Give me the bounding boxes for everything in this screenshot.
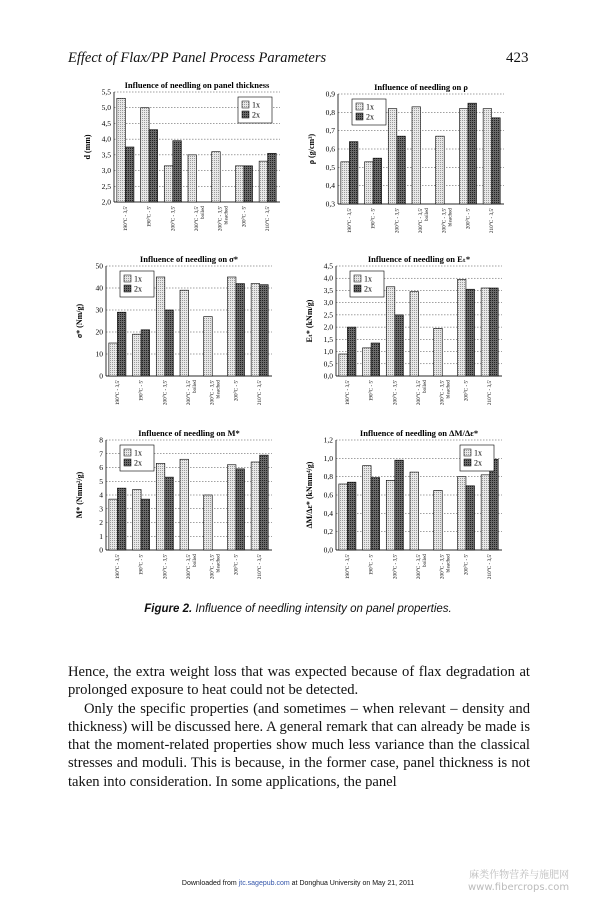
- bar-2x: [149, 130, 158, 202]
- y-tick-label: 2,0: [323, 322, 333, 332]
- y-tick-label: 0: [99, 545, 103, 555]
- bar-2x: [347, 327, 356, 376]
- x-tick-label: 190°C - 5': [368, 554, 375, 576]
- x-tick-label: 200°C - 5': [463, 554, 470, 576]
- y-tick-label: 5,0: [101, 103, 111, 113]
- legend-label: 2x: [366, 112, 374, 122]
- bar-1x: [365, 162, 374, 204]
- x-tick-label: 200°C - 3,5': [439, 554, 446, 580]
- x-tick-label: bleached: [215, 380, 222, 399]
- legend-swatch: [356, 113, 363, 120]
- bar-1x: [363, 348, 372, 376]
- y-tick-label: 1,5: [323, 334, 333, 344]
- legend-label: 2x: [134, 458, 142, 468]
- bar-1x: [436, 136, 445, 204]
- y-tick-label: 10: [95, 349, 103, 359]
- x-tick-label: boiled: [422, 380, 428, 393]
- bar-2x: [244, 166, 253, 202]
- y-tick-label: 3,5: [323, 285, 333, 295]
- y-tick-label: 1,2: [323, 435, 333, 445]
- legend-label: 2x: [252, 110, 260, 120]
- paragraph-2: Only the specific properties (and sometimes – when relevant – density and thickness) will be discussed here. A general remark that can already be made is that the moment-related properties show much less variance than the classical stresses and moduli. This is because, in the former case, panel thickness is not taken into consideration. In some applications, the panel: [68, 700, 530, 790]
- x-tick-label: 200°C - 3,5': [439, 380, 446, 406]
- bar-1x: [109, 343, 118, 376]
- watermark-line-2: www.fibercrops.com: [468, 882, 570, 893]
- bar-2x: [373, 158, 382, 204]
- x-tick-label: bleached: [445, 554, 452, 573]
- y-tick-label: 0,5: [323, 359, 333, 369]
- legend-swatch: [124, 449, 131, 456]
- y-axis-label: ΔM/Δε* (kNmm⁴/g): [305, 461, 314, 529]
- x-tick-label: 190°C - 5': [138, 380, 145, 402]
- legend-swatch: [242, 111, 249, 118]
- bar-1x: [259, 161, 268, 202]
- legend-swatch: [354, 275, 361, 282]
- bar-2x: [466, 486, 475, 550]
- y-tick-label: 0: [99, 371, 103, 381]
- x-tick-label: 200°C - 3,5': [392, 380, 399, 406]
- y-tick-label: 4,5: [101, 118, 111, 128]
- bar-2x: [117, 488, 126, 550]
- y-tick-label: 0,0: [323, 545, 333, 555]
- y-tick-label: 0,5: [325, 162, 335, 172]
- bar-1x: [133, 334, 142, 376]
- bar-1x: [410, 292, 419, 376]
- chart-modulus: [302, 252, 512, 425]
- x-tick-label: 210°C - 3,5': [257, 380, 264, 406]
- bar-1x: [339, 484, 348, 550]
- footer-prefix: Downloaded from: [181, 880, 237, 887]
- y-tick-label: 4,0: [323, 273, 333, 283]
- y-tick-label: 0,0: [323, 371, 333, 381]
- x-tick-label: boiled: [422, 554, 428, 567]
- bar-1x: [227, 277, 236, 376]
- x-tick-label: 200°C - 3,5': [392, 554, 399, 580]
- bar-1x: [235, 166, 244, 202]
- bar-1x: [412, 107, 421, 204]
- bar-2x: [397, 136, 406, 204]
- bar-1x: [180, 459, 189, 550]
- bar-2x: [173, 141, 182, 202]
- figure-caption: [0, 603, 596, 615]
- y-tick-label: 2,0: [101, 197, 111, 207]
- bar-1x: [483, 109, 492, 204]
- bar-2x: [371, 343, 380, 376]
- bar-1x: [386, 287, 395, 376]
- bar-1x: [457, 279, 466, 376]
- chart-svg: [80, 78, 290, 246]
- chart-moment-slope: [302, 426, 512, 599]
- bar-1x: [386, 480, 395, 550]
- x-tick-label: 190°C - 5': [370, 208, 377, 230]
- x-tick-label: 190°C - 3,5': [114, 380, 121, 406]
- x-tick-label: bleached: [447, 208, 454, 227]
- paragraph-1: Hence, the extra weight loss that was expected because of flax degradation at prolonged exposure to heat could not be detected.: [68, 664, 530, 699]
- y-axis-label: ρ (g/cm³): [307, 133, 316, 165]
- bar-1x: [434, 328, 443, 376]
- y-tick-label: 3: [99, 504, 103, 514]
- bar-2x: [117, 312, 126, 376]
- legend-swatch: [124, 285, 131, 292]
- x-tick-label: 190°C - 3,5': [344, 554, 351, 580]
- bar-2x: [349, 142, 358, 204]
- bar-2x: [165, 310, 174, 376]
- legend-swatch: [354, 285, 361, 292]
- bar-1x: [117, 98, 126, 202]
- bar-1x: [481, 288, 490, 376]
- bar-2x: [371, 478, 380, 550]
- chart-density: [304, 80, 514, 253]
- legend-label: 1x: [134, 274, 142, 284]
- x-tick-label: 200°C - 3,5': [416, 380, 422, 406]
- bar-1x: [109, 499, 118, 550]
- y-tick-label: 50: [95, 261, 103, 271]
- bar-2x: [236, 469, 245, 550]
- y-tick-label: 0,4: [325, 181, 335, 191]
- bar-2x: [492, 118, 501, 204]
- legend-label: 2x: [474, 458, 482, 468]
- bar-2x: [395, 315, 404, 376]
- y-tick-label: 1,0: [323, 347, 333, 357]
- x-tick-label: 210°C - 3,5': [265, 206, 272, 232]
- legend-label: 1x: [366, 102, 374, 112]
- y-tick-label: 1: [99, 531, 103, 541]
- y-axis-label: d (mm): [83, 134, 92, 160]
- x-tick-label: boiled: [192, 380, 198, 393]
- x-tick-label: 200°C - 5': [233, 554, 240, 576]
- bar-2x: [395, 460, 404, 550]
- bar-2x: [466, 289, 475, 376]
- bar-1x: [156, 463, 165, 550]
- x-tick-label: 190°C - 5': [146, 206, 153, 228]
- bar-2x: [490, 459, 499, 550]
- y-tick-label: 0,6: [325, 144, 335, 154]
- bar-2x: [141, 499, 150, 550]
- x-tick-label: bleached: [445, 380, 452, 399]
- legend-label: 1x: [364, 274, 372, 284]
- bar-2x: [236, 284, 245, 376]
- x-tick-label: 210°C - 3,5': [489, 208, 496, 234]
- x-tick-label: bleached: [215, 554, 222, 573]
- chart-moment: [72, 426, 282, 599]
- x-tick-label: 200°C - 5': [233, 380, 240, 402]
- bar-1x: [251, 462, 260, 550]
- watermark-line-1: 麻类作物营养与施肥网: [469, 870, 570, 881]
- footer-link[interactable]: jtc.sagepub.com: [238, 880, 290, 887]
- y-axis-label: σ* (Nm/g): [75, 303, 84, 339]
- bar-1x: [204, 495, 213, 550]
- bar-1x: [459, 109, 468, 204]
- x-tick-label: 200°C - 3,5': [416, 554, 422, 580]
- x-tick-label: 200°C - 3,5': [194, 206, 200, 232]
- y-tick-label: 4: [99, 490, 103, 500]
- x-tick-label: 200°C - 5': [241, 206, 248, 228]
- y-axis-label: M* (Nmm²/g): [75, 471, 84, 519]
- bar-1x: [188, 155, 197, 202]
- y-tick-label: 0,7: [325, 126, 335, 136]
- x-tick-label: bleached: [223, 206, 230, 225]
- x-tick-label: boiled: [192, 554, 198, 567]
- y-tick-label: 1,0: [323, 453, 333, 463]
- bar-2x: [260, 285, 269, 376]
- x-tick-label: 200°C - 3,5': [186, 554, 192, 580]
- legend-label: 1x: [252, 100, 260, 110]
- y-tick-label: 5,5: [101, 87, 111, 97]
- x-tick-label: 210°C - 3,5': [487, 380, 494, 406]
- legend-swatch: [356, 103, 363, 110]
- chart-title: Influence of needling on ρ: [374, 82, 468, 92]
- page-number: 423: [506, 50, 529, 66]
- bar-2x: [468, 103, 477, 204]
- x-tick-label: 200°C - 3,5': [217, 206, 224, 232]
- bar-1x: [164, 166, 173, 202]
- y-tick-label: 0,4: [323, 508, 333, 518]
- chart-svg: [72, 252, 282, 420]
- y-tick-label: 3,5: [101, 150, 111, 160]
- bar-1x: [180, 290, 189, 376]
- legend-label: 2x: [364, 284, 372, 294]
- bar-2x: [490, 288, 499, 376]
- y-tick-label: 5: [99, 476, 103, 486]
- bar-1x: [388, 109, 397, 204]
- x-tick-label: 200°C - 5': [463, 380, 470, 402]
- bar-2x: [268, 153, 277, 202]
- bar-1x: [227, 465, 236, 550]
- bar-1x: [410, 472, 419, 550]
- x-tick-label: boiled: [424, 208, 430, 221]
- chart-thickness: [80, 78, 290, 251]
- bar-1x: [251, 284, 260, 376]
- bar-1x: [341, 162, 350, 204]
- x-tick-label: 200°C - 3,5': [186, 380, 192, 406]
- y-tick-label: 0,3: [325, 199, 335, 209]
- y-tick-label: 30: [95, 305, 103, 315]
- x-tick-label: 200°C - 5': [465, 208, 472, 230]
- chart-svg: [72, 426, 282, 594]
- y-tick-label: 0,2: [323, 527, 333, 537]
- y-tick-label: 0,8: [323, 472, 333, 482]
- y-tick-label: 3,0: [323, 298, 333, 308]
- figure-caption-text: Influence of needling intensity on panel properties.: [195, 603, 452, 615]
- legend-swatch: [124, 459, 131, 466]
- x-tick-label: 190°C - 5': [138, 554, 145, 576]
- x-tick-label: 200°C - 3,5': [170, 206, 177, 232]
- legend-swatch: [124, 275, 131, 282]
- footer-suffix: at Donghua University on May 21, 2011: [291, 880, 415, 887]
- x-tick-label: 190°C - 3,5': [346, 208, 353, 234]
- figure-caption-label: Figure 2.: [144, 603, 193, 615]
- chart-svg: [304, 80, 514, 248]
- bar-1x: [204, 317, 213, 376]
- x-tick-label: 200°C - 3,5': [418, 208, 424, 234]
- x-tick-label: 200°C - 3,5': [441, 208, 448, 234]
- x-tick-label: 200°C - 3,5': [162, 380, 169, 406]
- x-tick-label: boiled: [200, 206, 206, 219]
- y-tick-label: 2,5: [323, 310, 333, 320]
- running-head: Effect of Flax/PP Panel Process Parameters: [68, 50, 327, 66]
- y-axis-label: Eₜ* (kNm/g): [305, 299, 314, 343]
- x-tick-label: 200°C - 3,5': [162, 554, 169, 580]
- bar-1x: [434, 490, 443, 550]
- bar-1x: [363, 466, 372, 550]
- bar-1x: [339, 354, 348, 376]
- y-tick-label: 7: [99, 449, 103, 459]
- y-tick-label: 2: [99, 518, 103, 527]
- legend-label: 1x: [474, 448, 482, 458]
- x-tick-label: 200°C - 3,5': [209, 554, 216, 580]
- chart-title: Influence of needling on ΔM/Δε*: [359, 428, 479, 438]
- chart-svg: [302, 426, 512, 594]
- bar-2x: [141, 330, 150, 376]
- x-tick-label: 190°C - 5': [368, 380, 375, 402]
- x-tick-label: 210°C - 3,5': [487, 554, 494, 580]
- bar-2x: [260, 455, 269, 550]
- y-tick-label: 8: [99, 435, 103, 445]
- y-tick-label: 20: [95, 327, 103, 337]
- watermark: [468, 870, 569, 894]
- legend-label: 1x: [134, 448, 142, 458]
- legend-swatch: [242, 101, 249, 108]
- bar-1x: [212, 152, 221, 202]
- bar-1x: [457, 477, 466, 550]
- chart-strength: [72, 252, 282, 425]
- chart-title: Influence of needling on panel thickness: [124, 80, 270, 90]
- y-tick-label: 0,8: [325, 107, 335, 117]
- y-tick-label: 4,0: [101, 134, 111, 144]
- y-tick-label: 4,5: [323, 261, 333, 271]
- x-tick-label: 190°C - 3,5': [114, 554, 121, 580]
- x-tick-label: 190°C - 3,5': [122, 206, 129, 232]
- legend-label: 2x: [134, 284, 142, 294]
- x-tick-label: 200°C - 3,5': [209, 380, 216, 406]
- bar-1x: [156, 277, 165, 376]
- chart-title: Influence of needling on M*: [138, 428, 240, 438]
- bar-2x: [347, 482, 356, 550]
- y-tick-label: 40: [95, 283, 103, 293]
- bar-1x: [133, 490, 142, 551]
- y-tick-label: 3,0: [101, 166, 111, 176]
- y-tick-label: 0,6: [323, 490, 333, 500]
- y-tick-label: 0,9: [325, 89, 335, 99]
- bar-2x: [165, 477, 174, 550]
- bar-1x: [141, 108, 150, 202]
- x-tick-label: 210°C - 3,5': [257, 554, 264, 580]
- legend-swatch: [464, 459, 471, 466]
- x-tick-label: 200°C - 3,5': [394, 208, 401, 234]
- legend-swatch: [464, 449, 471, 456]
- bar-1x: [481, 475, 490, 550]
- y-tick-label: 2,5: [101, 181, 111, 191]
- bar-2x: [125, 147, 134, 202]
- chart-title: Influence of needling on Eₜ*: [367, 254, 471, 264]
- chart-title: Influence of needling on σ*: [139, 254, 239, 264]
- chart-svg: [302, 252, 512, 420]
- x-tick-label: 190°C - 3,5': [344, 380, 351, 406]
- body-text: [68, 663, 530, 791]
- y-tick-label: 6: [99, 463, 103, 472]
